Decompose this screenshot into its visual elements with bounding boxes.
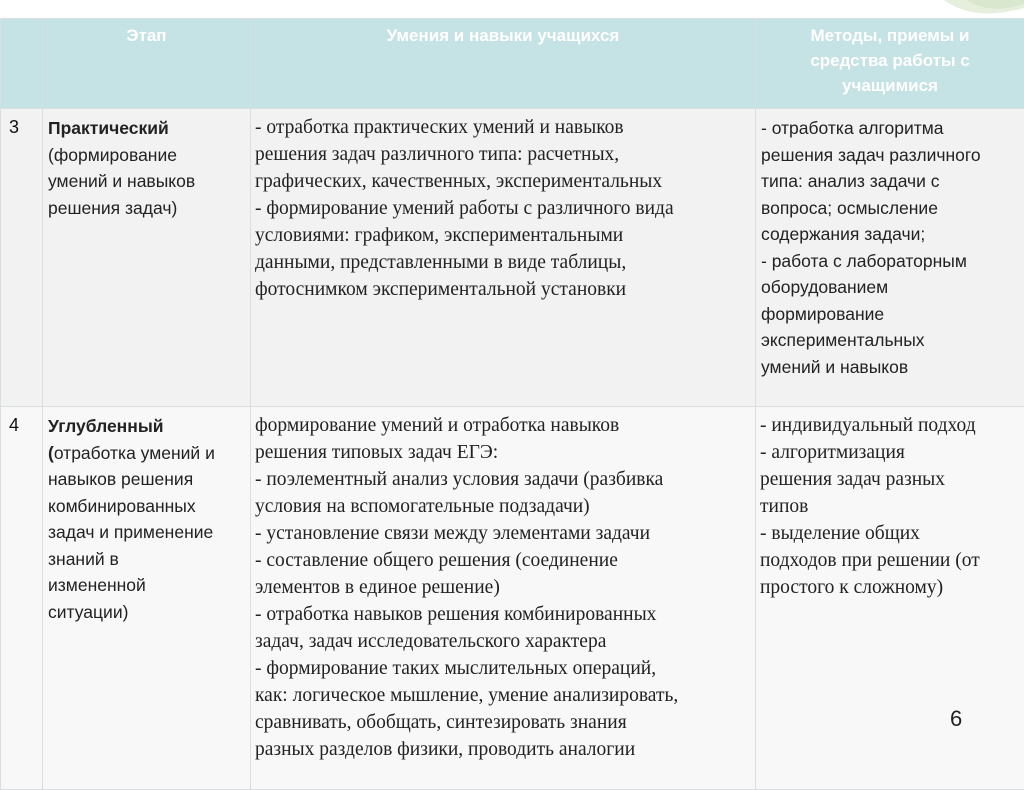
cell-line: подходов при решении (от — [760, 547, 1022, 574]
table-row — [1, 407, 1024, 790]
cell-line: простого к сложному) — [760, 574, 1022, 601]
cell-line: оборудованием — [761, 274, 1022, 301]
stage-cell — [43, 109, 251, 407]
cell-line: - алгоритмизация — [760, 439, 1022, 466]
cell-line: данными, представленными в виде таблицы, — [255, 249, 753, 276]
cell-line: - работа с лабораторным — [761, 248, 1022, 275]
cell-line: содержания задачи; — [761, 221, 1022, 248]
cell-line: фотоснимком экспериментальной установки — [255, 276, 753, 303]
header-stage: Этап — [43, 19, 251, 109]
stage-line: знаний в — [48, 546, 248, 573]
cell-line: типов — [760, 493, 1022, 520]
cell-line: экспериментальных — [761, 327, 1022, 354]
cell-line: формирование умений и отработка навыков — [255, 412, 753, 439]
header-methods — [756, 19, 1024, 109]
stage-line: задач и применение — [48, 519, 248, 546]
header-methods-line: учащимися — [756, 73, 1024, 98]
cell-line: умений и навыков — [761, 354, 1022, 381]
cell-line: как: логическое мышление, умение анализировать, — [255, 682, 753, 709]
methods-cell — [756, 407, 1024, 790]
cell-line: решения типовых задач ЕГЭ: — [255, 439, 753, 466]
cell-line: - выделение общих — [760, 520, 1022, 547]
cell-line: - формирование умений работы с различного вида — [255, 195, 753, 222]
skills-cell — [251, 407, 756, 790]
cell-line: формирование — [761, 301, 1022, 328]
stage-line: комбинированных — [48, 493, 248, 520]
row-number: 4 — [1, 407, 43, 790]
stage-line-wrapper — [48, 440, 248, 467]
row-number: 3 — [1, 109, 43, 407]
cell-line: графических, качественных, экспериментальных — [255, 168, 753, 195]
cell-line: - отработка навыков решения комбинированных — [255, 601, 753, 628]
header-methods-line: средства работы с — [756, 48, 1024, 73]
cell-line: решения задач различного — [761, 142, 1022, 169]
page-number: 6 — [950, 706, 962, 732]
cell-line: вопроса; осмысление — [761, 195, 1022, 222]
cell-line: сравнивать, обобщать, синтезировать знания — [255, 709, 753, 736]
stages-table — [0, 18, 1024, 790]
cell-line: разных разделов физики, проводить аналогии — [255, 736, 753, 763]
cell-line: - составление общего решения (соединение — [255, 547, 753, 574]
stage-title: Практический — [48, 115, 248, 142]
stage-line: отработка умений и — [54, 443, 215, 463]
stage-line: навыков решения — [48, 466, 248, 493]
stage-line: умений и навыков — [48, 168, 248, 195]
stage-cell — [43, 407, 251, 790]
cell-line: - отработка алгоритма — [761, 115, 1022, 142]
stage-line: решения задач) — [48, 195, 248, 222]
cell-line: - поэлементный анализ условия задачи (разбивка — [255, 466, 753, 493]
header-skills: Умения и навыки учащихся — [251, 19, 756, 109]
header-methods-line: Методы, приемы и — [756, 23, 1024, 48]
cell-line: - установление связи между элементами задачи — [255, 520, 753, 547]
cell-line: условиями: графиком, экспериментальными — [255, 222, 753, 249]
cell-line: - индивидуальный подход — [760, 412, 1022, 439]
cell-line: решения задач различного типа: расчетных, — [255, 141, 753, 168]
methods-cell — [756, 109, 1024, 407]
stage-line: (формирование — [48, 142, 248, 169]
cell-line: - формирование таких мыслительных операций, — [255, 655, 753, 682]
cell-line: решения задач разных — [760, 466, 1022, 493]
stage-open-paren: ( — [48, 443, 54, 463]
table-row — [1, 109, 1024, 407]
cell-line: типа: анализ задачи с — [761, 168, 1022, 195]
skills-cell — [251, 109, 756, 407]
stage-line: измененной — [48, 572, 248, 599]
cell-line: - отработка практических умений и навыков — [255, 114, 753, 141]
stage-line: ситуации) — [48, 599, 248, 626]
stage-title: Углубленный — [48, 413, 248, 440]
cell-line: элементов в единое решение) — [255, 574, 753, 601]
header-row — [1, 19, 1024, 109]
cell-line: задач, задач исследовательского характера — [255, 628, 753, 655]
header-number-cell — [1, 19, 43, 109]
cell-line: условия на вспомогательные подзадачи) — [255, 493, 753, 520]
